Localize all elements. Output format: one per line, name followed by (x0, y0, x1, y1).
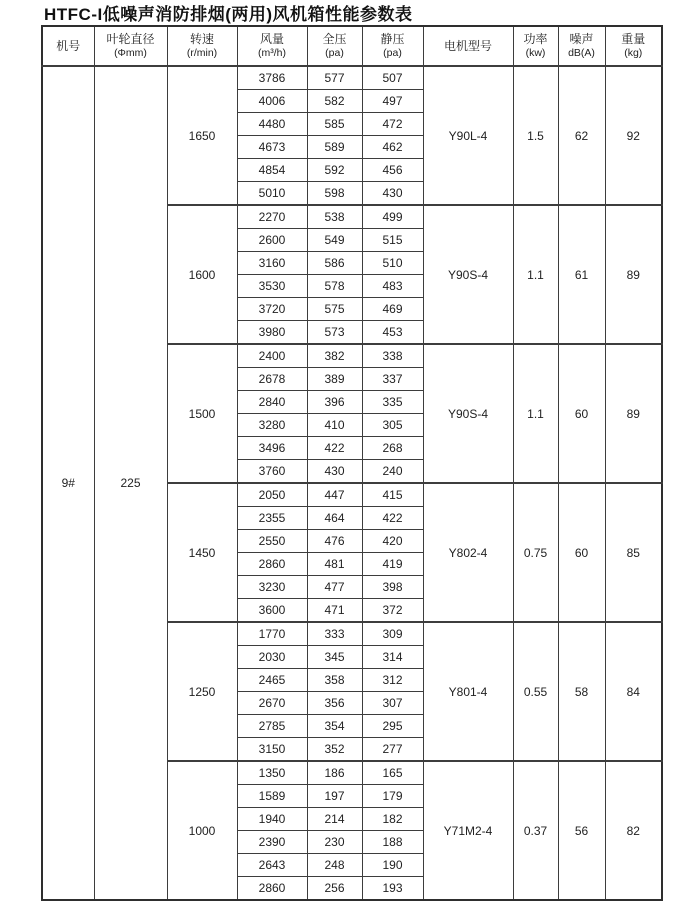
cell-flow: 3280 (237, 414, 307, 437)
cell-total-pressure: 430 (307, 460, 362, 484)
cell-static-pressure: 499 (362, 205, 423, 229)
cell-flow: 2678 (237, 368, 307, 391)
cell-noise: 56 (558, 761, 605, 900)
cell-flow: 2643 (237, 854, 307, 877)
cell-total-pressure: 230 (307, 831, 362, 854)
cell-static-pressure: 307 (362, 692, 423, 715)
cell-flow: 2550 (237, 530, 307, 553)
cell-flow: 2050 (237, 483, 307, 507)
cell-total-pressure: 447 (307, 483, 362, 507)
cell-static-pressure: 507 (362, 66, 423, 90)
cell-diameter: 225 (94, 66, 167, 900)
cell-total-pressure: 585 (307, 113, 362, 136)
cell-total-pressure: 577 (307, 66, 362, 90)
table-row (42, 66, 662, 90)
cell-static-pressure: 415 (362, 483, 423, 507)
col-header-flow: 风量 (m³/h) (237, 26, 307, 66)
header-row (42, 26, 662, 66)
cell-total-pressure: 586 (307, 252, 362, 275)
col-header-total: 全压 (pa) (307, 26, 362, 66)
table-header (42, 26, 662, 66)
cell-static-pressure: 295 (362, 715, 423, 738)
cell-static-pressure: 314 (362, 646, 423, 669)
cell-total-pressure: 464 (307, 507, 362, 530)
cell-static-pressure: 188 (362, 831, 423, 854)
cell-flow: 4006 (237, 90, 307, 113)
cell-flow: 3160 (237, 252, 307, 275)
col-header-noise: 噪声 dB(A) (558, 26, 605, 66)
cell-power: 0.75 (513, 483, 558, 622)
cell-static-pressure: 422 (362, 507, 423, 530)
cell-motor: Y801-4 (423, 622, 513, 761)
cell-total-pressure: 345 (307, 646, 362, 669)
cell-rpm: 1000 (167, 761, 237, 900)
cell-total-pressure: 248 (307, 854, 362, 877)
cell-flow: 2390 (237, 831, 307, 854)
cell-total-pressure: 186 (307, 761, 362, 785)
cell-weight: 82 (605, 761, 662, 900)
col-header-machine: 机号 (42, 26, 94, 66)
col-header-rpm: 转速 (r/min) (167, 26, 237, 66)
cell-flow: 3720 (237, 298, 307, 321)
cell-flow: 5010 (237, 182, 307, 206)
cell-static-pressure: 420 (362, 530, 423, 553)
cell-total-pressure: 396 (307, 391, 362, 414)
cell-flow: 4673 (237, 136, 307, 159)
cell-total-pressure: 358 (307, 669, 362, 692)
cell-machine: 9# (42, 66, 94, 900)
cell-flow: 2840 (237, 391, 307, 414)
cell-total-pressure: 197 (307, 785, 362, 808)
cell-static-pressure: 268 (362, 437, 423, 460)
cell-static-pressure: 419 (362, 553, 423, 576)
cell-flow: 3530 (237, 275, 307, 298)
cell-static-pressure: 472 (362, 113, 423, 136)
cell-static-pressure: 483 (362, 275, 423, 298)
cell-static-pressure: 305 (362, 414, 423, 437)
cell-flow: 4854 (237, 159, 307, 182)
cell-flow: 2465 (237, 669, 307, 692)
cell-total-pressure: 256 (307, 877, 362, 901)
cell-total-pressure: 598 (307, 182, 362, 206)
cell-total-pressure: 410 (307, 414, 362, 437)
cell-static-pressure: 179 (362, 785, 423, 808)
cell-noise: 62 (558, 66, 605, 205)
cell-power: 0.55 (513, 622, 558, 761)
cell-weight: 92 (605, 66, 662, 205)
cell-total-pressure: 214 (307, 808, 362, 831)
cell-noise: 61 (558, 205, 605, 344)
col-header-diameter: 叶轮直径 (Φmm) (94, 26, 167, 66)
cell-motor: Y71M2-4 (423, 761, 513, 900)
cell-flow: 3980 (237, 321, 307, 345)
cell-static-pressure: 193 (362, 877, 423, 901)
cell-static-pressure: 337 (362, 368, 423, 391)
cell-static-pressure: 510 (362, 252, 423, 275)
cell-flow: 3760 (237, 460, 307, 484)
cell-flow: 3786 (237, 66, 307, 90)
cell-static-pressure: 456 (362, 159, 423, 182)
cell-total-pressure: 538 (307, 205, 362, 229)
cell-static-pressure: 338 (362, 344, 423, 368)
cell-power: 1.1 (513, 344, 558, 483)
fan-performance-table (41, 25, 663, 901)
cell-weight: 89 (605, 205, 662, 344)
col-header-motor: 电机型号 (423, 26, 513, 66)
cell-flow: 4480 (237, 113, 307, 136)
cell-rpm: 1600 (167, 205, 237, 344)
cell-flow: 2270 (237, 205, 307, 229)
cell-weight: 89 (605, 344, 662, 483)
cell-motor: Y90L-4 (423, 66, 513, 205)
cell-flow: 2860 (237, 553, 307, 576)
cell-flow: 3150 (237, 738, 307, 762)
cell-flow: 2600 (237, 229, 307, 252)
cell-motor: Y90S-4 (423, 344, 513, 483)
cell-static-pressure: 469 (362, 298, 423, 321)
table-body (42, 66, 662, 900)
cell-rpm: 1650 (167, 66, 237, 205)
cell-total-pressure: 422 (307, 437, 362, 460)
cell-total-pressure: 471 (307, 599, 362, 623)
cell-flow: 3230 (237, 576, 307, 599)
cell-flow: 1589 (237, 785, 307, 808)
cell-flow: 1770 (237, 622, 307, 646)
cell-static-pressure: 335 (362, 391, 423, 414)
cell-static-pressure: 240 (362, 460, 423, 484)
cell-power: 1.5 (513, 66, 558, 205)
cell-flow: 1350 (237, 761, 307, 785)
cell-total-pressure: 573 (307, 321, 362, 345)
cell-noise: 60 (558, 344, 605, 483)
cell-total-pressure: 549 (307, 229, 362, 252)
cell-total-pressure: 476 (307, 530, 362, 553)
col-header-static: 静压 (pa) (362, 26, 423, 66)
cell-flow: 2785 (237, 715, 307, 738)
cell-total-pressure: 352 (307, 738, 362, 762)
cell-total-pressure: 578 (307, 275, 362, 298)
cell-total-pressure: 589 (307, 136, 362, 159)
cell-total-pressure: 354 (307, 715, 362, 738)
cell-weight: 85 (605, 483, 662, 622)
col-header-weight: 重量 (kg) (605, 26, 662, 66)
cell-total-pressure: 582 (307, 90, 362, 113)
cell-static-pressure: 430 (362, 182, 423, 206)
cell-total-pressure: 481 (307, 553, 362, 576)
cell-flow: 3600 (237, 599, 307, 623)
cell-flow: 2860 (237, 877, 307, 901)
cell-flow: 2400 (237, 344, 307, 368)
cell-noise: 60 (558, 483, 605, 622)
cell-flow: 1940 (237, 808, 307, 831)
cell-flow: 2670 (237, 692, 307, 715)
cell-static-pressure: 497 (362, 90, 423, 113)
cell-rpm: 1450 (167, 483, 237, 622)
cell-flow: 2355 (237, 507, 307, 530)
cell-static-pressure: 372 (362, 599, 423, 623)
cell-static-pressure: 190 (362, 854, 423, 877)
cell-static-pressure: 453 (362, 321, 423, 345)
cell-motor: Y802-4 (423, 483, 513, 622)
cell-motor: Y90S-4 (423, 205, 513, 344)
cell-noise: 58 (558, 622, 605, 761)
cell-total-pressure: 382 (307, 344, 362, 368)
cell-flow: 3496 (237, 437, 307, 460)
cell-weight: 84 (605, 622, 662, 761)
cell-total-pressure: 575 (307, 298, 362, 321)
cell-power: 1.1 (513, 205, 558, 344)
cell-total-pressure: 389 (307, 368, 362, 391)
col-header-power: 功率 (kw) (513, 26, 558, 66)
cell-rpm: 1500 (167, 344, 237, 483)
cell-static-pressure: 165 (362, 761, 423, 785)
cell-total-pressure: 592 (307, 159, 362, 182)
cell-power: 0.37 (513, 761, 558, 900)
cell-rpm: 1250 (167, 622, 237, 761)
page-title: HTFC-I低噪声消防排烟(两用)风机箱性能参数表 (44, 5, 413, 24)
cell-total-pressure: 333 (307, 622, 362, 646)
cell-static-pressure: 515 (362, 229, 423, 252)
cell-static-pressure: 309 (362, 622, 423, 646)
cell-static-pressure: 182 (362, 808, 423, 831)
cell-static-pressure: 277 (362, 738, 423, 762)
cell-flow: 2030 (237, 646, 307, 669)
cell-static-pressure: 398 (362, 576, 423, 599)
cell-static-pressure: 312 (362, 669, 423, 692)
cell-static-pressure: 462 (362, 136, 423, 159)
cell-total-pressure: 356 (307, 692, 362, 715)
cell-total-pressure: 477 (307, 576, 362, 599)
